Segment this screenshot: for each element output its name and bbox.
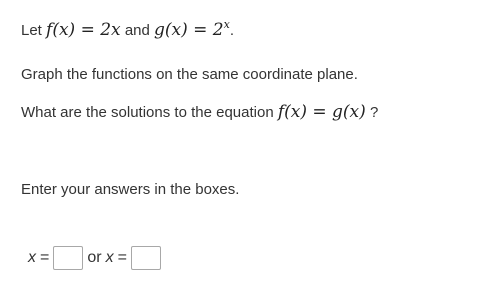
- g-definition: [154, 20, 230, 40]
- g-definition-exponent: x: [223, 18, 230, 31]
- question-prefix: What are the solutions to the equation: [21, 104, 274, 121]
- answer-row: [28, 246, 165, 270]
- question-text: [21, 102, 378, 122]
- f-definition: f(x) = 2x: [46, 20, 121, 40]
- question-suffix: ?: [369, 104, 379, 121]
- g-definition-base: g(x) = 2: [154, 20, 224, 40]
- answer-equals-2: =: [117, 249, 127, 266]
- answer-box-1[interactable]: [53, 246, 83, 270]
- answer-var-1: x: [28, 249, 36, 266]
- intro-prefix: Let: [21, 22, 42, 39]
- answer-box-2[interactable]: [131, 246, 161, 270]
- instruction-text: Graph the functions on the same coordinate plane.: [21, 66, 358, 83]
- or-connector: or: [87, 249, 102, 266]
- function-definitions: [21, 18, 234, 40]
- period: .: [229, 22, 235, 39]
- answer-equals-1: =: [40, 249, 50, 266]
- and-word: and: [124, 22, 150, 39]
- answer-var-2: x: [105, 249, 114, 266]
- enter-prompt: Enter your answers in the boxes.: [21, 181, 240, 198]
- question-equation: f(x) = g(x): [277, 102, 366, 122]
